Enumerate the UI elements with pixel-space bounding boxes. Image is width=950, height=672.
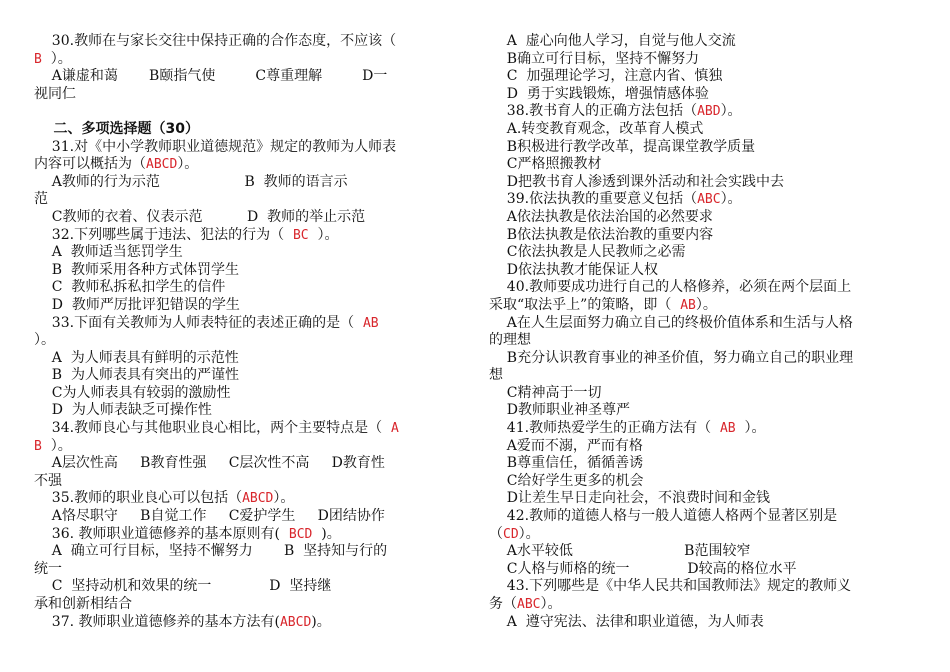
text-line bbox=[489, 209, 913, 227]
text-line bbox=[34, 438, 462, 456]
answer-key: ABCD bbox=[242, 491, 274, 507]
line-text: A层次性高 B教育性强 C层次性不高 D教育性 bbox=[34, 455, 385, 472]
line-text: 36. 教师职业道德修养的基本原则有( bbox=[34, 525, 289, 542]
text-line bbox=[489, 490, 913, 508]
line-text: ）。 bbox=[34, 332, 55, 349]
line-text: C给好学生更多的机会 bbox=[489, 472, 644, 489]
text-line bbox=[489, 578, 913, 596]
line-text: 37. 教师职业道德修养的基本方法有( bbox=[34, 613, 280, 630]
line-text: 41.教师热爱学生的正确方法有（ bbox=[489, 420, 720, 437]
text-line bbox=[489, 121, 913, 139]
text-line bbox=[489, 174, 913, 192]
line-text: 35.教师的职业良心可以包括（ bbox=[34, 490, 243, 507]
line-text: A 为人师表具有鲜明的示范性 bbox=[34, 349, 239, 366]
text-line bbox=[489, 68, 913, 86]
left-column bbox=[34, 33, 462, 631]
line-suffix: ）。 bbox=[273, 490, 295, 507]
line-text: 40.教师要成功进行自己的人格修养，必须在两个层面上 bbox=[489, 279, 852, 296]
text-line bbox=[489, 350, 913, 368]
text-line bbox=[489, 332, 913, 350]
text-line bbox=[489, 51, 913, 69]
text-line bbox=[34, 614, 462, 632]
answer-key: B bbox=[34, 438, 42, 454]
text-line bbox=[34, 385, 462, 403]
text-line bbox=[34, 332, 462, 350]
line-suffix: )。 bbox=[312, 525, 341, 542]
section-heading bbox=[34, 121, 462, 139]
text-line bbox=[34, 455, 462, 473]
line-text: B积极进行教学改革，提高课堂教学质量 bbox=[489, 138, 756, 155]
line-text: A谦虚和蔼 B颐指气使 C尊重理解 D一 bbox=[34, 68, 388, 85]
text-line bbox=[489, 227, 913, 245]
line-suffix: ）。 bbox=[41, 437, 72, 454]
line-text: B确立可行目标，坚持不懈努力 bbox=[489, 50, 700, 67]
line-text: A水平较低 B范围较窄 bbox=[489, 543, 751, 560]
text-line bbox=[34, 262, 462, 280]
line-text: D 教师严厉批评犯错误的学生 bbox=[34, 296, 240, 313]
answer-key: ABCD bbox=[146, 157, 178, 173]
line-text: D 为人师表缺乏可操作性 bbox=[34, 402, 212, 419]
line-suffix: ）。 bbox=[308, 226, 339, 243]
text-line bbox=[489, 596, 913, 614]
text-line bbox=[489, 438, 913, 456]
text-line bbox=[34, 297, 462, 315]
answer-key: ABCD bbox=[279, 614, 312, 630]
line-text: A 教师适当惩罚学生 bbox=[34, 244, 183, 261]
line-text: 39.依法执教的重要意义包括（ bbox=[489, 191, 698, 208]
line-text: B 教师采用各种方式体罚学生 bbox=[34, 261, 239, 278]
line-text: 31.对《中小学教师职业道德规范》规定的教师为人师表 bbox=[34, 138, 397, 155]
text-line bbox=[34, 156, 462, 174]
line-text: C 坚持动机和效果的统一 D 坚持继 bbox=[34, 578, 332, 595]
line-text: D 勇于实践锻炼，增强情感体验 bbox=[489, 85, 709, 102]
text-line bbox=[489, 543, 913, 561]
text-line bbox=[34, 244, 462, 262]
line-text: D依法执教才能保证人权 bbox=[489, 261, 659, 278]
text-line bbox=[34, 596, 462, 614]
text-line bbox=[34, 473, 462, 491]
line-text: 内容可以概括为（ bbox=[34, 156, 146, 173]
line-text: A教师的行为示范 B 教师的语言示 bbox=[34, 173, 348, 190]
text-line bbox=[489, 33, 913, 51]
text-line bbox=[34, 51, 462, 69]
line-suffix: ）。 bbox=[177, 156, 199, 173]
text-line bbox=[489, 156, 913, 174]
line-text: 32.下列哪些属于违法、犯法的行为（ bbox=[34, 226, 293, 243]
line-text: 范 bbox=[34, 191, 48, 208]
text-line bbox=[34, 490, 462, 508]
answer-key: ABD bbox=[697, 104, 721, 120]
text-line bbox=[489, 191, 913, 209]
text-line bbox=[34, 420, 462, 438]
text-line bbox=[34, 174, 462, 192]
text-line bbox=[489, 614, 913, 632]
blank-line bbox=[34, 103, 462, 121]
line-text: A 虚心向他人学习，自觉与他人交流 bbox=[489, 33, 736, 49]
text-line bbox=[34, 191, 462, 209]
text-line bbox=[489, 526, 913, 544]
line-suffix: ）。 bbox=[720, 191, 742, 208]
line-text: A依法执教是依法治国的必然要求 bbox=[489, 208, 713, 225]
line-text: 34.教师良心与其他职业良心相比，两个主要特点是（ bbox=[34, 420, 391, 437]
line-text: D让差生早日走向社会，不浪费时间和金钱 bbox=[489, 490, 771, 507]
line-text: D把教书育人渗透到课外活动和社会实践中去 bbox=[489, 173, 785, 190]
line-text: B尊重信任，循循善诱 bbox=[489, 455, 644, 472]
line-text: 二、多项选择题（30） bbox=[34, 120, 199, 137]
line-text: C 加强理论学习，注意内省、慎独 bbox=[489, 68, 723, 85]
line-text: B充分认识教育事业的神圣价值，努力确立自己的职业理 bbox=[489, 349, 854, 366]
text-line bbox=[34, 227, 462, 245]
answer-key: AB bbox=[719, 421, 736, 437]
line-text: C 教师私拆私扣学生的信件 bbox=[34, 279, 226, 296]
line-text: 30.教师在与家长交往中保持正确的合作态度，不应该（ bbox=[34, 33, 397, 49]
line-suffix: ）。 bbox=[41, 50, 72, 67]
text-line bbox=[34, 139, 462, 157]
text-line bbox=[489, 455, 913, 473]
text-line bbox=[489, 279, 913, 297]
line-suffix: ）。 bbox=[735, 420, 766, 437]
text-line bbox=[34, 543, 462, 561]
text-line bbox=[489, 297, 913, 315]
line-text: （ bbox=[489, 525, 503, 542]
line-text: A恪尽职守 B自觉工作 C爱护学生 D团结协作 bbox=[34, 508, 385, 525]
line-text: A.转变教育观念，改革育人模式 bbox=[489, 120, 704, 137]
text-line bbox=[34, 279, 462, 297]
line-suffix: ）。 bbox=[720, 103, 742, 120]
line-text: 33.下面有关教师为人师表特征的表述正确的是（ bbox=[34, 314, 363, 331]
text-line bbox=[489, 244, 913, 262]
line-text: 43.下列哪些是《中华人民共和国教师法》规定的教师义 bbox=[489, 578, 852, 595]
text-line bbox=[489, 262, 913, 280]
line-text: 的理想 bbox=[489, 332, 531, 349]
text-line bbox=[489, 473, 913, 491]
line-text: 38.教书育人的正确方法包括（ bbox=[489, 103, 698, 120]
line-text: C教师的衣着、仪表示范 D 教师的举止示范 bbox=[34, 208, 366, 225]
line-text: 统一 bbox=[34, 560, 62, 577]
text-line bbox=[34, 526, 462, 544]
line-text: B依法执教是依法治教的重要内容 bbox=[489, 226, 714, 243]
text-line bbox=[34, 209, 462, 227]
line-text: 42.教师的道德人格与一般人道德人格两个显著区别是 bbox=[489, 508, 838, 525]
line-text: C严格照搬教材 bbox=[489, 156, 602, 173]
answer-key: BCD bbox=[288, 526, 313, 542]
line-text: C依法执教是人民教师之必需 bbox=[489, 244, 686, 261]
text-line bbox=[489, 86, 913, 104]
text-line bbox=[34, 68, 462, 86]
text-line bbox=[34, 367, 462, 385]
line-text: 务（ bbox=[489, 596, 517, 612]
answer-key: ABC bbox=[697, 192, 721, 208]
answer-key: B bbox=[34, 51, 42, 67]
text-line bbox=[489, 420, 913, 438]
line-text: A 遵守宪法、法律和职业道德，为人师表 bbox=[489, 613, 764, 630]
line-text: A在人生层面努力确立自己的终极价值体系和生活与人格 bbox=[489, 314, 853, 331]
line-text: D教师职业神圣尊严 bbox=[489, 402, 631, 419]
line-text: 视同仁 bbox=[34, 85, 76, 102]
text-line bbox=[34, 402, 462, 420]
line-suffix: ）。 bbox=[518, 525, 540, 542]
answer-key: CD bbox=[503, 526, 519, 542]
text-line bbox=[34, 350, 462, 368]
answer-key: A bbox=[390, 421, 399, 437]
line-text: 承和创新相结合 bbox=[34, 596, 132, 612]
text-line bbox=[489, 385, 913, 403]
text-line bbox=[489, 103, 913, 121]
text-line bbox=[34, 315, 462, 333]
line-text: 采取“取法乎上”的策略，即（ bbox=[489, 296, 681, 313]
text-line bbox=[34, 86, 462, 104]
line-suffix: )。 bbox=[311, 613, 331, 630]
text-line bbox=[489, 508, 913, 526]
text-line bbox=[34, 578, 462, 596]
line-text: 想 bbox=[489, 367, 503, 384]
text-line bbox=[489, 367, 913, 385]
text-line bbox=[34, 33, 462, 51]
answer-key: AB bbox=[680, 297, 696, 313]
line-text: A爱而不溺，严而有格 bbox=[489, 437, 643, 454]
text-line bbox=[489, 139, 913, 157]
text-line bbox=[489, 315, 913, 333]
right-column bbox=[489, 33, 913, 631]
text-line bbox=[34, 508, 462, 526]
line-text: A 确立可行目标，坚持不懈努力 B 坚持知与行的 bbox=[34, 543, 388, 560]
line-suffix: ）。 bbox=[540, 596, 562, 612]
line-text: C为人师表具有较弱的激励性 bbox=[34, 384, 231, 401]
line-text: B 为人师表具有突出的严谨性 bbox=[34, 367, 239, 384]
line-text: 不强 bbox=[34, 472, 62, 489]
text-line bbox=[489, 561, 913, 579]
answer-key: BC bbox=[292, 227, 309, 243]
line-suffix: ）。 bbox=[695, 296, 717, 313]
line-text: C精神高于一切 bbox=[489, 384, 602, 401]
line-text: C人格与师格的统一 D较高的格位水平 bbox=[489, 560, 797, 577]
text-line bbox=[34, 561, 462, 579]
answer-key: ABC bbox=[517, 597, 541, 612]
answer-key: AB bbox=[362, 315, 379, 331]
text-line bbox=[489, 402, 913, 420]
